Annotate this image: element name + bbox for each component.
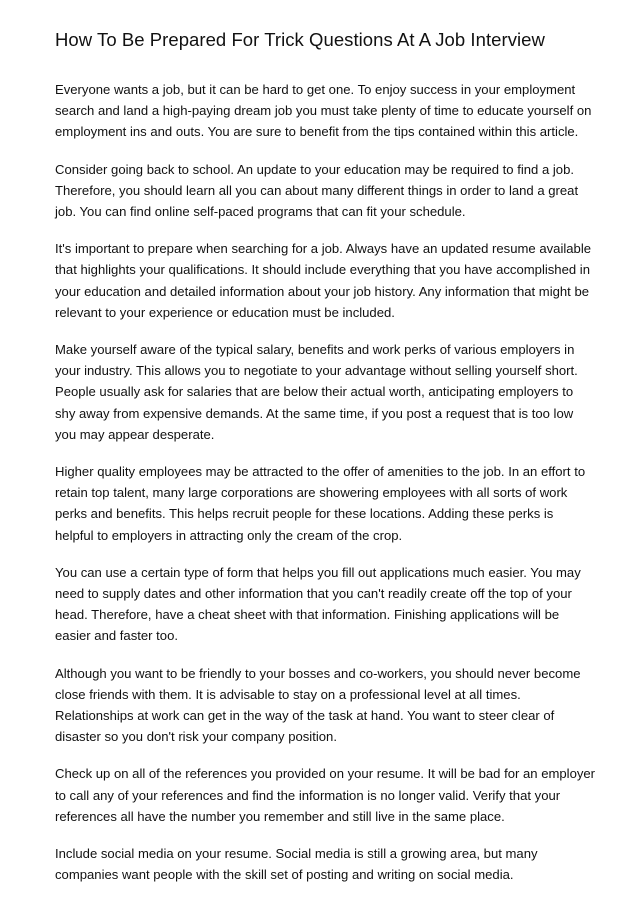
document-title: How To Be Prepared For Trick Questions At A Job Interview (55, 29, 545, 50)
paragraph-line: Include social media on your resume. Social media is still a growing area, but many (55, 846, 538, 862)
paragraph-line: head. Therefore, have a cheat sheet with that information. Finishing applications will be (55, 607, 560, 623)
paragraph-line: disaster so you don't risk your company position. (55, 729, 337, 745)
paragraph-line: Although you want to be friendly to your bosses and co-workers, you should never become (55, 665, 581, 681)
paragraph-line: employment ins and outs. You are sure to benefit from the tips contained within this article. (55, 124, 579, 140)
paragraph-line: You can use a certain type of form that helps you fill out applications much easier. You may (55, 564, 581, 580)
paragraph-line: Consider going back to school. An update to your education may be required to find a job. (55, 161, 574, 177)
paragraph (55, 663, 595, 748)
paragraph-line: search and land a high-paying dream job you must take plenty of time to educate yourself on (55, 103, 592, 119)
paragraph-line: relevant to your experience or education must be included. (55, 304, 395, 320)
paragraph-line: It's important to prepare when searching for a job. Always have an updated resume available (55, 241, 592, 257)
paragraph-line: to call any of your references and find the information is no longer valid. Verify that your (55, 787, 561, 803)
paragraph (55, 562, 595, 647)
paragraph-line: shy away from expensive demands. At the same time, if you post a request that is too low (55, 405, 574, 421)
paragraph-line: job. You can find online self-paced programs that can fit your schedule. (55, 204, 466, 220)
paragraph-line: perks and benefits. This helps recruit people for these locations. Adding these perks is (55, 506, 554, 522)
paragraph-line: People usually ask for salaries that are below their actual worth, anticipating employers to (55, 384, 574, 400)
paragraph-line: easier and faster too. (55, 628, 179, 644)
paragraph (55, 238, 595, 323)
paragraph (55, 339, 595, 445)
paragraph-line: need to supply dates and other information that you can't readily create off the top of your (55, 586, 572, 602)
paragraph-line: close friends with them. It is advisable to stay on a professional level at all times. (55, 686, 521, 702)
paragraph-line: your industry. This allows you to negotiate to your advantage without selling yourself short. (55, 363, 578, 379)
paragraph-line: Make yourself aware of the typical salary, benefits and work perks of various employers in (55, 342, 575, 358)
paragraph (55, 461, 595, 546)
paragraph-line: helpful to employers in attracting only the cream of the crop. (55, 527, 403, 543)
paragraph-line: Higher quality employees may be attracted to the offer of amenities to the job. In an effort to (55, 464, 586, 480)
paragraph-line: Everyone wants a job, but it can be hard to get one. To enjoy success in your employment (55, 82, 576, 97)
paragraph-line: references all have the number you remember and still live in the same place. (55, 808, 505, 824)
paragraph-line: Check up on all of the references you provided on your resume. It will be bad for an employer (55, 766, 596, 782)
paragraph-line: you may appear desperate. (55, 426, 215, 442)
document-body (55, 79, 595, 886)
paragraph (55, 79, 595, 143)
paragraph (55, 763, 595, 827)
paragraph (55, 159, 595, 223)
document-page (55, 28, 595, 902)
paragraph-line: that highlights your qualifications. It should include everything that you have accomplished in (55, 262, 590, 278)
paragraph-line: Relationships at work can get in the way of the task at hand. You want to steer clear of (55, 708, 555, 724)
paragraph-line: your education and detailed information about your job history. Any information that might be (55, 283, 590, 299)
paragraph-line: Therefore, you should learn all you can about many different things in order to land a great (55, 182, 579, 198)
paragraph (55, 843, 595, 885)
paragraph-line: companies want people with the skill set of posting and writing on social media. (55, 867, 514, 883)
paragraph-line: retain top talent, many large corporations are showering employees with all sorts of work (55, 485, 568, 501)
